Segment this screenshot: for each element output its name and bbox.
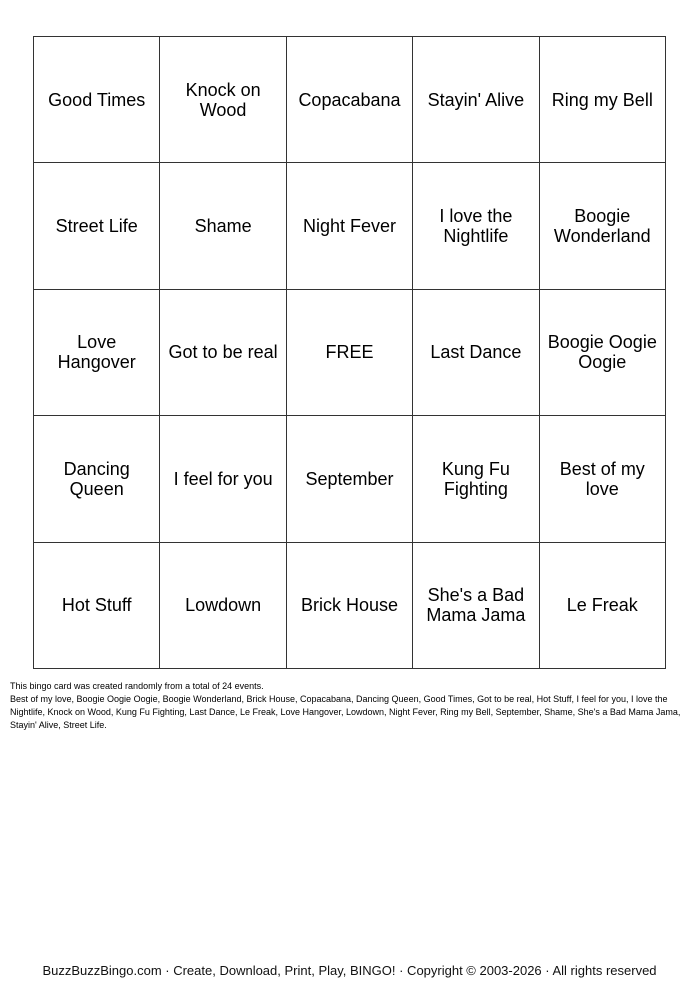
footer: BuzzBuzzBingo.com · Create, Download, Print, Play, BINGO! · Copyright © 2003-2026 · All rights reserved — [42, 963, 657, 978]
bingo-cell: Stayin' Alive — [413, 37, 539, 163]
bingo-cell: Best of my love — [540, 416, 666, 542]
bingo-cell: Boogie Oogie Oogie — [540, 290, 666, 416]
bingo-cell: Shame — [160, 163, 286, 289]
bingo-cell: Hot Stuff — [34, 543, 160, 669]
bingo-cell: Good Times — [34, 37, 160, 163]
info-summary: This bingo card was created randomly from a total of 24 events. — [10, 681, 264, 691]
card-info — [10, 680, 685, 732]
bingo-cell: Got to be real — [160, 290, 286, 416]
bingo-cell: Ring my Bell — [540, 37, 666, 163]
bingo-cell: Dancing Queen — [34, 416, 160, 542]
free-cell: FREE — [287, 290, 413, 416]
bingo-cell: Street Life — [34, 163, 160, 289]
bingo-cell: Copacabana — [287, 37, 413, 163]
bingo-cell: I love the Nightlife — [413, 163, 539, 289]
info-event-list: Best of my love, Boogie Oogie Oogie, Boogie Wonderland, Brick House, Copacabana, Dancing Queen, Good Times, Got to be real, Hot Stuff, I feel for you, I love the Nightlife, Knock on Wood, Kung Fu Fighting, Last Dance, Le Freak, Love Hangover, Lowdown, Night Fever, Ring my Bell, September, Shame, She's a Bad Mama Jama, Stayin' Alive, Street Life. — [10, 694, 681, 730]
bingo-cell: She's a Bad Mama Jama — [413, 543, 539, 669]
bingo-cell: Knock on Wood — [160, 37, 286, 163]
bingo-cell: Boogie Wonderland — [540, 163, 666, 289]
bingo-cell: Kung Fu Fighting — [413, 416, 539, 542]
bingo-cell: Le Freak — [540, 543, 666, 669]
bingo-cell: Brick House — [287, 543, 413, 669]
bingo-cell: Last Dance — [413, 290, 539, 416]
bingo-cell: I feel for you — [160, 416, 286, 542]
bingo-cell: September — [287, 416, 413, 542]
bingo-grid — [33, 36, 666, 669]
bingo-cell: Night Fever — [287, 163, 413, 289]
bingo-cell: Love Hangover — [34, 290, 160, 416]
bingo-cell: Lowdown — [160, 543, 286, 669]
